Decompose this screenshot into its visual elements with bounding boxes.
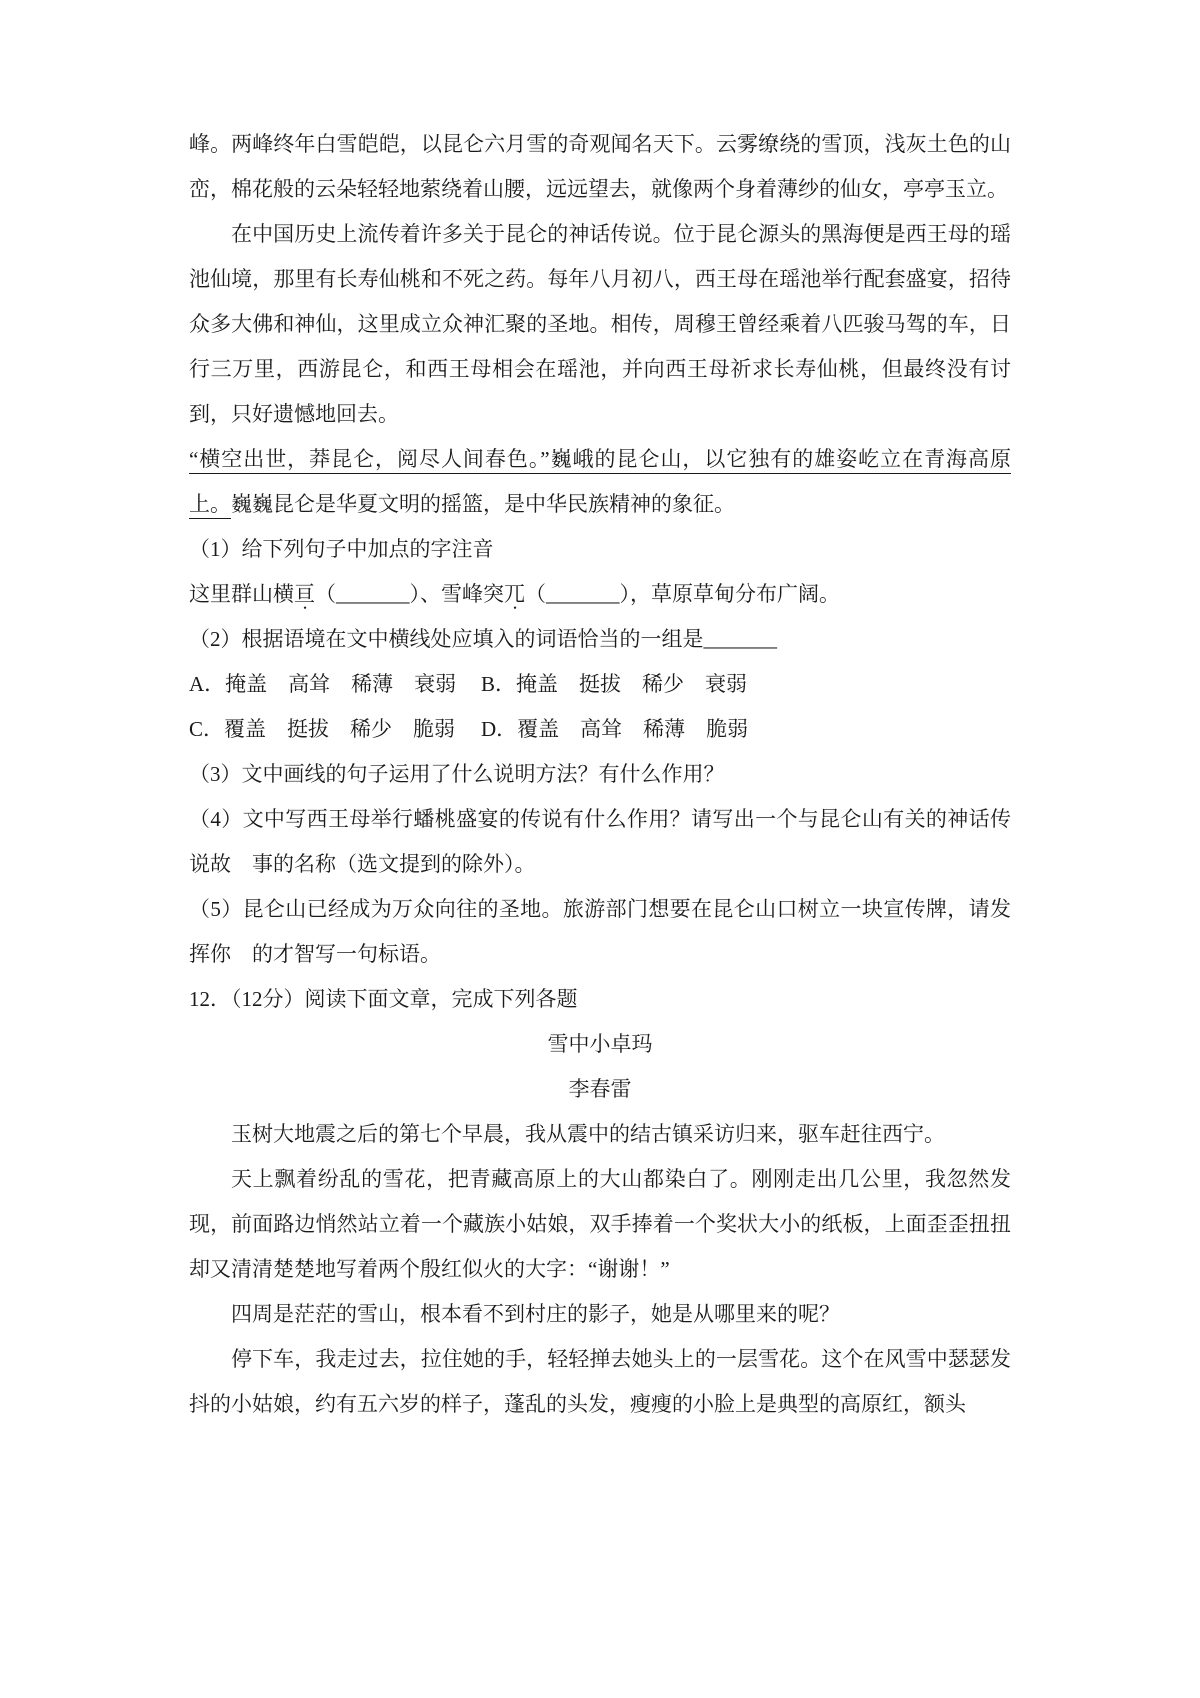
- essay-paragraph-2: 天上飘着纷乱的雪花，把青藏高原上的大山都染白了。刚刚走出几公里，我忽然发现，前面路边悄然站立着一个藏族小姑娘，双手捧着一个奖状大小的纸板，上面歪歪扭扭却又清清楚楚地写着两个殷红似火的大字：“谢谢！”: [189, 1167, 1011, 1281]
- essay-paragraph-4: 停下车，我走过去，拉住她的手，轻轻掸去她头上的一层雪花。这个在风雪中瑟瑟发抖的小姑娘，约有五六岁的样子，蓬乱的头发，瘦瘦的小脸上是典型的高原红，额头: [189, 1347, 1011, 1416]
- option-d: D．覆盖 高耸 稀薄 脆弱: [481, 717, 749, 741]
- essay-author: 李春雷: [568, 1077, 632, 1101]
- passage-paragraph-peaks: 峰。两峰终年白雪皑皑，以昆仑六月雪的奇观闻名天下。云雾缭绕的雪顶，浅灰土色的山峦，棉花般的云朵轻轻地萦绕着山腰，远远望去，就像两个身着薄纱的仙女，亭亭玉立。: [189, 132, 1011, 201]
- q1-text-1: 这里群山横: [189, 582, 294, 606]
- question-12-header: 12．（12分）阅读下面文章，完成下列各题: [189, 987, 578, 1011]
- document-content: [189, 0, 1011, 1427]
- passage-paragraph-legends: 在中国历史上流传着许多关于昆仑的神话传说。位于昆仑源头的黑海便是西王母的瑶池仙境，那里有长寿仙桃和不死之药。每年八月初八，西王母在瑶池举行配套盛宴，招待众多大佛和神仙，这里成立众神汇聚的圣地。相传，周穆王曾经乘着八匹骏马驾的车，日行三万里，西游昆仑，和西王母相会在瑶池，并向西王母祈求长寿仙桃，但最终没有讨到，只好遗憾地回去。: [189, 222, 1011, 426]
- options-row-cd: [189, 707, 1011, 752]
- quote-rest-text: 巍巍昆仑是华夏文明的摇篮，是中华民族精神的象征。: [231, 492, 735, 516]
- option-b: B．掩盖 挺拔 稀少 衰弱: [481, 672, 748, 696]
- question-4: （4）文中写西王母举行蟠桃盛宴的传说有什么作用？请写出一个与昆仑山有关的神话传说故 事的名称（选文提到的除外）。: [189, 807, 1011, 876]
- question-1-sentence: [189, 572, 1011, 617]
- q1-dotted-char-1: 亘 ・: [294, 582, 315, 606]
- essay-paragraph-3: 四周是茫茫的雪山，根本看不到村庄的影子，她是从哪里来的呢？: [231, 1302, 840, 1326]
- underlined-sentence: “横空出世，莽昆仑，阅尽人间春色。”巍峨的昆仑山，以它独有的雄姿屹立在青海高原上。: [189, 447, 1011, 516]
- question-5: （5）昆仑山已经成为万众向往的圣地。旅游部门想要在昆仑山口树立一块宣传牌，请发挥你 的才智写一句标语。: [189, 897, 1011, 966]
- q1-blank-1: （_______）、雪峰突: [315, 582, 504, 606]
- options-row-ab: [189, 662, 1011, 707]
- q1-dotted-char-2: 兀 ・: [504, 582, 525, 606]
- essay-paragraph-1: 玉树大地震之后的第七个早晨，我从震中的结古镇采访归来，驱车赶往西宁。: [231, 1122, 945, 1146]
- question-2-label: （2）根据语境在文中横线处应填入的词语恰当的一组是_______: [189, 627, 777, 651]
- essay-title: 雪中小卓玛: [547, 1032, 653, 1056]
- question-3: （3）文中画线的句子运用了什么说明方法？有什么作用？: [189, 762, 725, 786]
- q1-blank-2: （_______），草原草甸分布广阔。: [525, 582, 840, 606]
- question-1-label: （1）给下列句子中加点的字注音: [189, 537, 494, 561]
- option-c: C．覆盖 挺拔 稀少 脆弱: [189, 717, 456, 741]
- passage-paragraph-quote: [189, 437, 1011, 527]
- option-a: A．掩盖 高耸 稀薄 衰弱: [189, 672, 457, 696]
